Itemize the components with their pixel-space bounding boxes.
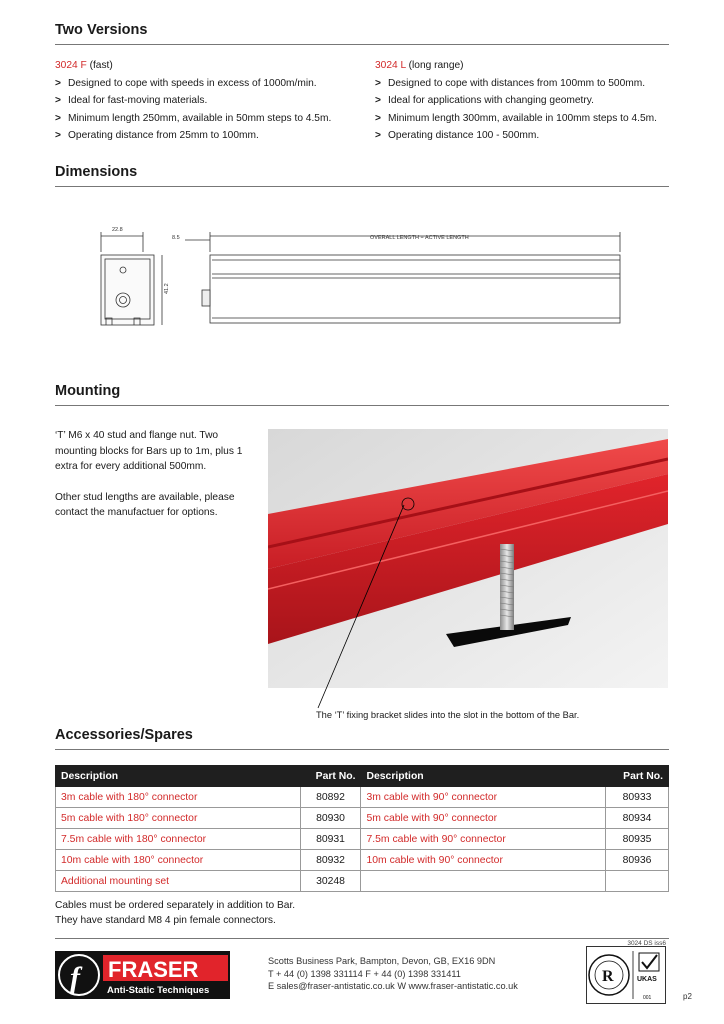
dimension-offset-label: 8.5 — [172, 235, 180, 241]
table-cell: 80892 — [300, 787, 361, 808]
section-title-dimensions: Dimensions — [55, 164, 138, 180]
footer-divider — [55, 938, 669, 939]
version-code: 3024 F — [55, 60, 87, 71]
page-number: p2 — [683, 992, 692, 1001]
table-cell: 30248 — [300, 871, 361, 892]
table-row — [56, 787, 669, 808]
arrow-bullet-icon: > — [375, 112, 381, 124]
certification-badge — [586, 946, 666, 1004]
divider — [55, 405, 669, 406]
table-row — [56, 871, 669, 892]
table-cell: 80936 — [606, 850, 669, 871]
list-item — [55, 110, 365, 128]
note-line: They have standard M8 4 pin female connectors. — [55, 915, 276, 926]
address-line: Scotts Business Park, Bampton, Devon, GB, EX16 9DN — [268, 956, 496, 966]
table-row — [56, 808, 669, 829]
divider — [55, 44, 669, 45]
logo-tagline: Anti-Static Techniques — [107, 985, 210, 996]
version-long — [375, 57, 669, 145]
email-line: E sales@fraser-antistatic.co.uk W www.fraser-antistatic.co.uk — [268, 981, 518, 991]
version-label: (long range) — [408, 60, 464, 71]
table-cell: 80933 — [606, 787, 669, 808]
note-line: Cables must be ordered separately in addition to Bar. — [55, 900, 296, 911]
version-code: 3024 L — [375, 60, 406, 71]
svg-text:f: f — [70, 961, 80, 994]
logo-name: FRASER — [108, 957, 199, 982]
callout-line — [316, 500, 416, 710]
bullet-text: Designed to cope with distances from 100mm to 500mm. — [388, 77, 646, 89]
list-item — [55, 92, 365, 110]
bullet-text: Ideal for fast-moving materials. — [68, 95, 208, 106]
arrow-bullet-icon: > — [375, 95, 381, 106]
cert-number: 001 — [643, 995, 652, 1001]
dimensions-drawing — [90, 222, 630, 332]
table-cell: 3m cable with 90° connector — [361, 787, 606, 808]
table-cell — [606, 871, 669, 892]
column-header: Description — [361, 766, 606, 787]
photo-caption: The ‘T’ fixing bracket slides into the slot in the bottom of the Bar. — [316, 710, 580, 720]
table-row — [56, 829, 669, 850]
dimension-height-label: 41.2 — [164, 283, 170, 294]
column-header: Description — [56, 766, 301, 787]
list-item — [375, 75, 669, 93]
table-cell: 7.5m cable with 90° connector — [361, 829, 606, 850]
section-title-accessories: Accessories/Spares — [55, 727, 193, 743]
section-title-versions: Two Versions — [55, 22, 148, 38]
list-item — [375, 92, 669, 110]
section-title-mounting: Mounting — [55, 383, 121, 399]
table-cell: 80930 — [300, 808, 361, 829]
table-cell: 3m cable with 180° connector — [56, 787, 301, 808]
table-header-row — [56, 766, 669, 787]
end-view — [101, 232, 162, 325]
cable-note — [55, 898, 295, 928]
table-cell: 5m cable with 180° connector — [56, 808, 301, 829]
table-cell — [361, 871, 606, 892]
column-header: Part No. — [606, 766, 669, 787]
registered-r-icon: R — [602, 968, 614, 985]
document-reference: 3024 DS iss6 — [627, 940, 666, 947]
arrow-bullet-icon: > — [55, 112, 61, 124]
divider — [55, 186, 669, 187]
arrow-bullet-icon: > — [375, 77, 381, 89]
phone-line: T + 44 (0) 1398 331114 F + 44 (0) 1398 331411 — [268, 968, 461, 979]
arrow-bullet-icon: > — [375, 130, 381, 141]
mounting-paragraph: ‘T’ M6 x 40 stud and flange nut. Two mounting blocks for Bars up to 1m, plus 1 extra for every additional 500mm. — [55, 430, 243, 472]
version-fast-title — [55, 57, 365, 75]
list-item — [375, 127, 669, 145]
table-cell: 80935 — [606, 829, 669, 850]
version-fast — [55, 57, 365, 145]
mounting-description — [55, 428, 255, 521]
arrow-bullet-icon: > — [55, 130, 61, 141]
divider — [55, 749, 669, 750]
fraser-logo — [55, 951, 230, 999]
ukas-label: UKAS — [637, 976, 657, 983]
arrow-bullet-icon: > — [55, 77, 61, 89]
bullet-text: Minimum length 250mm, available in 50mm steps to 4.5m. — [68, 112, 332, 124]
table-cell: 80931 — [300, 829, 361, 850]
arrow-bullet-icon: > — [55, 95, 61, 106]
dimension-width-label: 22.8 — [112, 227, 123, 233]
column-header: Part No. — [300, 766, 361, 787]
bullet-text: Designed to cope with speeds in excess of 1000m/min. — [68, 77, 317, 89]
side-view — [185, 232, 620, 323]
bullet-text: Minimum length 300mm, available in 100mm steps to 4.5m. — [388, 112, 657, 124]
certification-marks — [587, 947, 665, 1003]
table-cell: 80932 — [300, 850, 361, 871]
table-cell: 10m cable with 90° connector — [361, 850, 606, 871]
bullet-text: Operating distance from 25mm to 100mm. — [68, 130, 259, 141]
table-cell: 10m cable with 180° connector — [56, 850, 301, 871]
bullet-text: Operating distance 100 - 500mm. — [388, 130, 540, 141]
table-cell: 5m cable with 90° connector — [361, 808, 606, 829]
mounting-paragraph: Other stud lengths are available, please contact the manufactuer for options. — [55, 491, 235, 518]
company-address — [268, 955, 518, 993]
bullet-text: Ideal for applications with changing geometry. — [388, 95, 594, 106]
table-cell: 7.5m cable with 180° connector — [56, 829, 301, 850]
dimension-length-label: OVERALL LENGTH = ACTIVE LENGTH — [370, 235, 469, 241]
list-item — [55, 127, 365, 145]
list-item — [55, 75, 365, 93]
list-item — [375, 110, 669, 128]
table-cell: Additional mounting set — [56, 871, 301, 892]
accessories-table — [55, 765, 669, 892]
version-long-title — [375, 57, 669, 75]
table-cell: 80934 — [606, 808, 669, 829]
checkmark-icon — [642, 955, 657, 968]
version-label: (fast) — [89, 60, 113, 71]
table-row — [56, 850, 669, 871]
